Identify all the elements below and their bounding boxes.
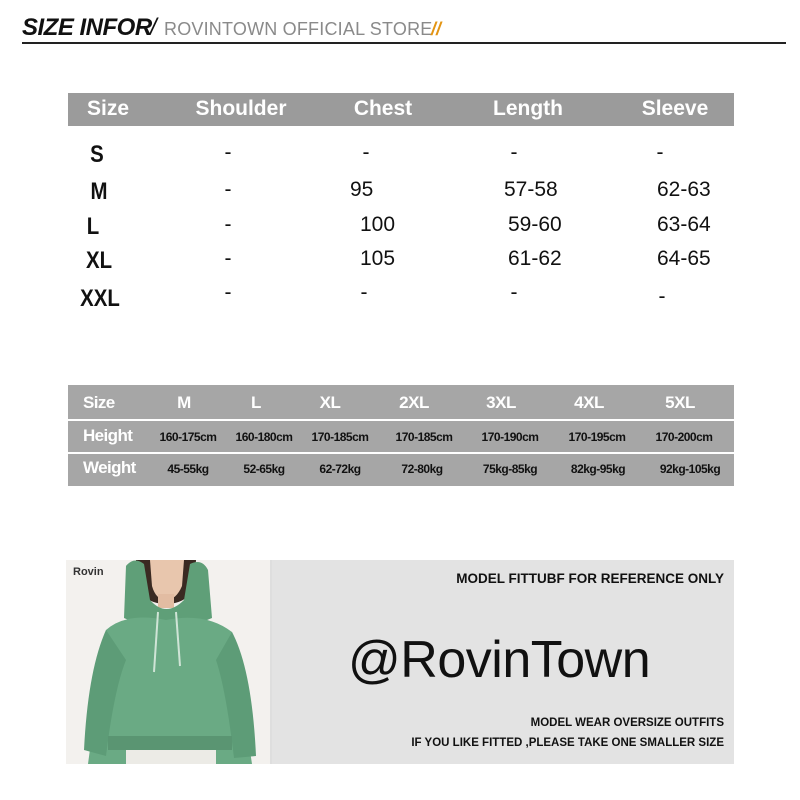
size-cell: XL	[85, 247, 113, 274]
banner-info-panel	[272, 560, 734, 764]
sleeve-cell: 62-63	[657, 178, 711, 201]
model-illustration	[66, 560, 270, 764]
height-cell: 170-190cm	[481, 430, 539, 444]
oversize-note: MODEL WEAR OVERSIZE OUTFITS	[530, 717, 724, 729]
weight-cell: 72-80kg	[401, 462, 443, 476]
height-cell: 170-200cm	[655, 430, 713, 444]
size-cell: M	[90, 178, 108, 205]
fit-chart-header-cell: L	[251, 393, 261, 412]
size-chart-header-row	[68, 93, 734, 126]
fit-chart-table	[68, 385, 734, 486]
size-chart-header-cell: Size	[86, 97, 130, 120]
height-cell: 160-180cm	[235, 430, 293, 444]
height-cell: 170-195cm	[568, 430, 626, 444]
size-chart-header-cell: Chest	[353, 97, 413, 120]
weight-label: Weight	[83, 458, 136, 477]
length-cell: 59-60	[508, 213, 562, 236]
size-chart-row	[68, 247, 734, 281]
row-divider	[68, 452, 734, 454]
sleeve-cell: -	[656, 141, 664, 164]
size-cell: XXL	[80, 285, 120, 312]
reference-note: MODEL FITTUBF FOR REFERENCE ONLY	[456, 571, 724, 586]
fit-chart-header-cell: 5XL	[665, 393, 695, 412]
sizing-advice: IF YOU LIKE FITTED ,PLEASE TAKE ONE SMALLER SIZE	[411, 737, 724, 749]
store-name: ROVINTOWN OFFICIAL STORE	[164, 19, 433, 39]
size-chart-row	[68, 141, 734, 175]
fit-chart-header-cell: Size	[83, 393, 115, 412]
chest-cell: -	[362, 141, 370, 164]
model-photo	[66, 560, 270, 764]
page-header	[22, 14, 786, 44]
length-cell: -	[510, 281, 518, 304]
size-cell: S	[90, 141, 104, 168]
length-cell: 61-62	[508, 247, 562, 270]
length-cell: 57-58	[504, 178, 558, 201]
size-cell: L	[86, 213, 100, 240]
weight-cell: 92kg-105kg	[659, 462, 721, 476]
shoulder-cell: -	[224, 213, 232, 236]
fit-chart-header-cell: 4XL	[574, 393, 604, 412]
sleeve-cell: 64-65	[657, 247, 711, 270]
header-divider	[22, 42, 786, 44]
length-cell: -	[510, 141, 518, 164]
brand-handle: @RovinTown	[348, 631, 651, 689]
weight-cell: 45-55kg	[167, 462, 209, 476]
sleeve-cell: -	[658, 285, 666, 308]
shoulder-cell: -	[224, 178, 232, 201]
fit-chart-header-cell: M	[177, 393, 191, 412]
height-label: Height	[83, 426, 133, 445]
model-banner	[66, 560, 734, 764]
row-divider	[68, 419, 734, 421]
height-cell: 160-175cm	[159, 430, 217, 444]
fit-chart-header-cell: 2XL	[399, 393, 429, 412]
photo-brand-text: Rovin	[73, 566, 104, 578]
size-chart-header-cell: Sleeve	[641, 97, 709, 120]
weight-cell: 52-65kg	[243, 462, 285, 476]
size-chart-header-cell: Length	[493, 97, 563, 120]
size-chart-row	[68, 213, 734, 247]
shoulder-cell: -	[224, 247, 232, 270]
chest-cell: 95	[350, 178, 374, 201]
fit-chart-header-cell: 3XL	[486, 393, 516, 412]
height-cell: 170-185cm	[395, 430, 453, 444]
size-chart-row	[68, 178, 734, 212]
size-chart-header-cell: Shoulder	[195, 97, 287, 120]
accent-mark: //	[431, 19, 442, 39]
weight-cell: 82kg-95kg	[570, 462, 626, 476]
chest-cell: 100	[360, 213, 396, 236]
title-separator: /	[150, 14, 157, 41]
page-title: SIZE INFOR	[22, 14, 152, 41]
chest-cell: 105	[360, 247, 396, 270]
height-cell: 170-185cm	[311, 430, 369, 444]
shoulder-cell: -	[224, 141, 232, 164]
weight-cell: 62-72kg	[319, 462, 361, 476]
fit-chart-header-cell: XL	[319, 393, 341, 412]
size-chart-row	[68, 281, 734, 319]
sleeve-cell: 63-64	[657, 213, 711, 236]
shoulder-cell: -	[224, 281, 232, 304]
chest-cell: -	[360, 281, 368, 304]
weight-cell: 75kg-85kg	[482, 462, 538, 476]
